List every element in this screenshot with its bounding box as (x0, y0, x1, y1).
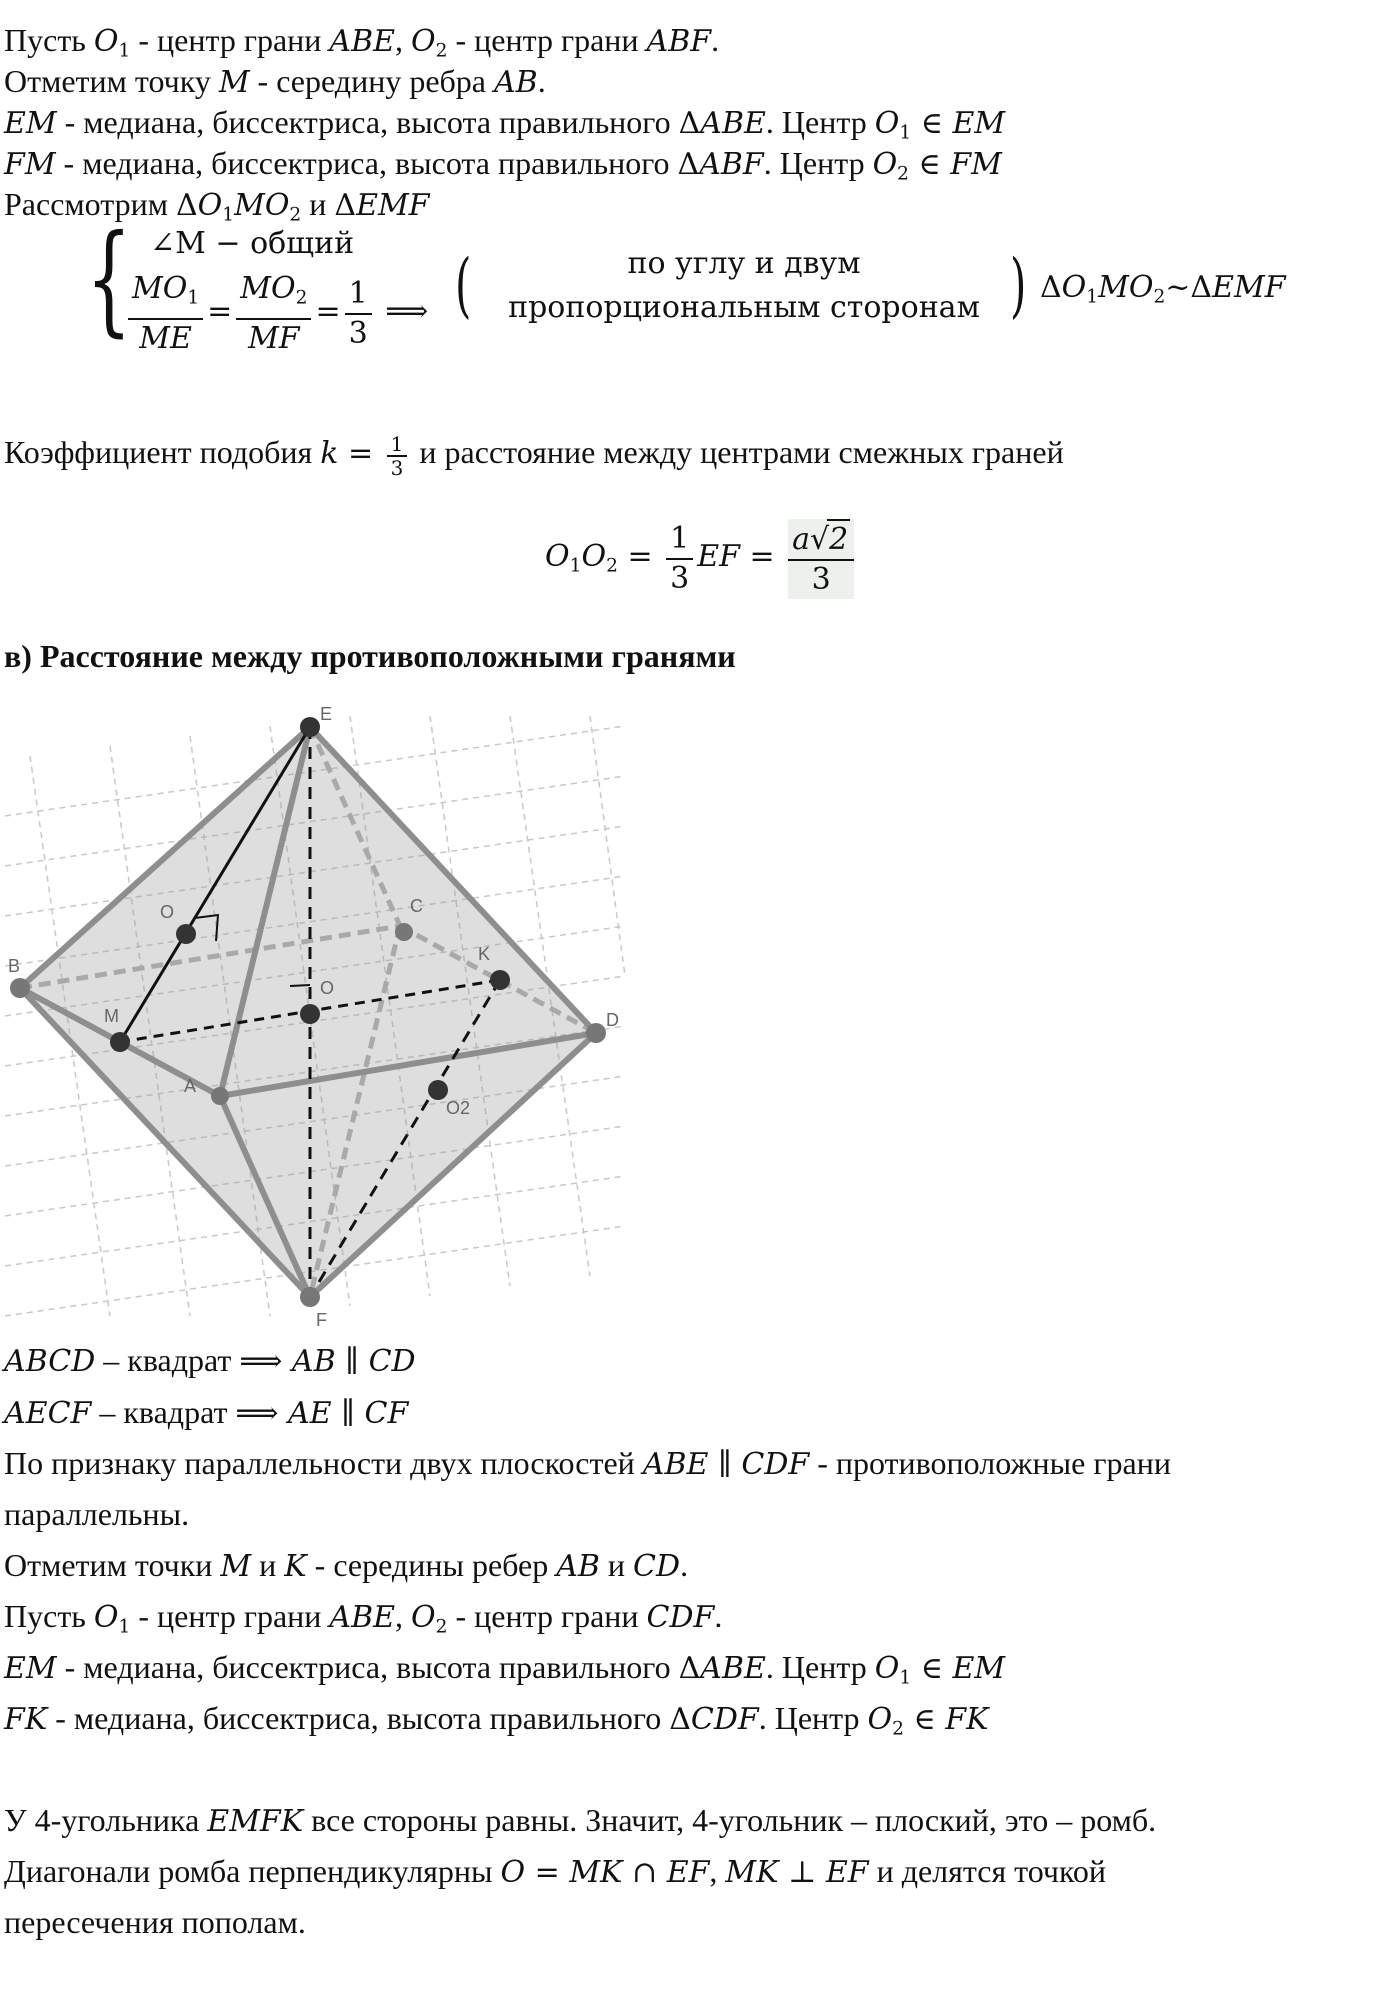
line-abcd-square: ABCD – квадрат ⟹ AB ∥ CD (4, 1342, 416, 1379)
line-diagonals: Диагонали ромба перпендикулярны O = MK ∩ EF, MK ⊥ EF и делятся точкой (4, 1853, 1107, 1890)
label-o: O (320, 978, 335, 998)
line-rhombus: У 4-угольника EMFK все стороны равны. Значит, 4-угольник – плоский, это – ромб. (4, 1802, 1157, 1839)
line-fk: FK - медиана, биссектриса, высота правильного ΔCDF. Центр $O_2$ ∈ FK (4, 1700, 989, 1740)
label-k: K (478, 944, 491, 964)
line-parallel-word: параллельны. (4, 1496, 190, 1532)
label-e: E (320, 704, 333, 724)
label-b: B (8, 956, 21, 976)
section-heading: в) Расстояние между противоположными гранями (4, 638, 736, 674)
criterion-line2: пропорциональным сторонам (508, 290, 980, 325)
formula-o1o2: $O_1O_2$ = $\frac{1}{3}$ EF = $\frac{a√2}{3}$ (545, 512, 858, 610)
paren-right: ) (1010, 244, 1027, 326)
criterion-line1: по углу и двум (627, 246, 861, 281)
line-centers-def: Пусть $O_1$ - центр грани ABE, $O_2$ - центр грани ABF. (4, 22, 720, 62)
label-f: F (316, 1310, 327, 1330)
line-consider: Рассмотрим $\Delta O_1MO_2$ и ΔEMF (4, 186, 430, 226)
line-fm: FM - медиана, биссектриса, высота правильного ΔABF. Центр $O_2$ ∈ FM (4, 145, 1002, 185)
system-brace: { (86, 210, 132, 349)
label-c: C (410, 896, 423, 916)
octahedron-figure (0, 696, 630, 1332)
label-a: A (184, 1076, 197, 1096)
paren-left: ( (455, 244, 472, 326)
label-d: D (606, 1010, 619, 1030)
label-o1: O (160, 902, 175, 922)
line-midpoint: Отметим точку M - середину ребра AB. (4, 63, 546, 100)
similarity-result: $\Delta O_1MO_2\sim\Delta EMF$ (1040, 270, 1286, 308)
label-o2: O2 (446, 1098, 471, 1118)
line-bisect: пересечения пополам. (4, 1904, 306, 1940)
label-m: M (104, 1006, 119, 1026)
line-parallel-criterion: По признаку параллельности двух плоскостей ABE ∥ CDF - противоположные грани (4, 1445, 1171, 1482)
system-common: ∠M − общий (150, 226, 355, 261)
line-em: EM - медиана, биссектриса, высота правильного ΔABE. Центр $O_1$ ∈ EM (4, 104, 1006, 144)
line-coefficient: Коэффициент подобия k = $\frac{1}{3}$ и расстояние между центрами смежных граней (4, 431, 1064, 480)
system-ratio: $\frac{MO_1}{ME}$ = $\frac{MO_2}{MF}$ = $\frac{1}{3}$ ⟹ (124, 270, 428, 358)
line-centers-def-2: Пусть $O_1$ - центр грани ABE, $O_2$ - центр грани CDF. (4, 1598, 723, 1638)
line-aecf-square: AECF – квадрат ⟹ AE ∥ CF (4, 1394, 409, 1431)
line-em-2: EM - медиана, биссектриса, высота правильного ΔABE. Центр $O_1$ ∈ EM (4, 1649, 1006, 1689)
line-midpoints: Отметим точки M и K - середины ребер AB и CD. (4, 1547, 689, 1584)
